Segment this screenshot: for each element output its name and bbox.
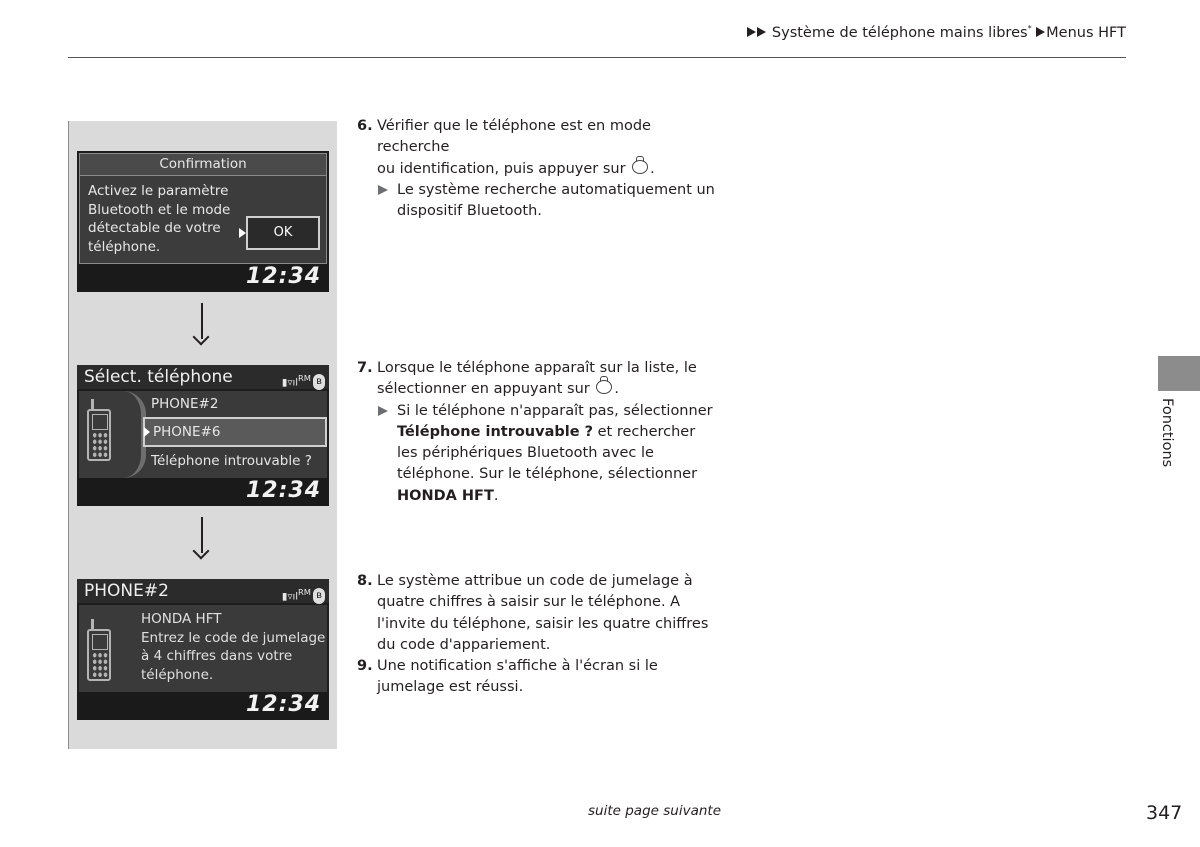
signal-icon: ▿ıl [287, 377, 299, 389]
header-divider [68, 57, 1126, 58]
step-6-result: Le système recherche automatiquement un dispositif Bluetooth. [377, 180, 727, 223]
down-arrow-icon [192, 303, 212, 343]
step-9: 9. Une notification s'affiche à l'écran si le jumelage est réussi. [357, 658, 658, 696]
step-number: 9. [357, 658, 373, 674]
confirmation-dialog [79, 153, 327, 264]
result-arrow-icon [378, 406, 388, 416]
selection-pointer-icon [239, 228, 246, 238]
phone-icon [85, 399, 113, 461]
clock: 12:34 [245, 478, 321, 503]
step-7: 7. Lorsque le téléphone apparaît sur la liste, le sélectionner en appuyant sur . Si le téléphone n'apparaît pas, sélectionner Téléphone introuvable ? et rechercher les périphériques Bluetooth avec le téléphone. Sur le téléphone, sélectionner HONDA HFT. [357, 358, 727, 507]
clock: 12:34 [245, 692, 321, 717]
step-8: 8. Le système attribue un code de jumelage à quatre chiffres à saisir sur le téléphone. A l'invite du téléphone, saisir les quatre chiffres du code d'appariement. [357, 573, 709, 653]
selector-knob-icon [632, 160, 648, 174]
step-7-note: Si le téléphone n'apparaît pas, sélectionner Téléphone introuvable ? et rechercher les périphériques Bluetooth avec le téléphone. Sur le téléphone, sélectionner HONDA HFT. [377, 401, 717, 507]
menu-option-label: Téléphone introuvable ? [397, 423, 594, 440]
dialog-title: Confirmation [80, 154, 326, 176]
step-number: 6. [357, 118, 373, 134]
breadcrumb-arrow-icon [747, 27, 756, 37]
confirmation-screen [77, 151, 329, 292]
page-number: 347 [1146, 802, 1183, 824]
phone-list-item-selected[interactable]: PHONE#6 [143, 417, 327, 447]
dialog-message: Activez le paramètre Bluetooth et le mode détectable de votre téléphone. [88, 183, 231, 255]
device-name-label: HONDA HFT [397, 487, 494, 504]
result-arrow-icon [378, 185, 388, 195]
down-arrow-icon [192, 517, 212, 557]
section-tab [1158, 356, 1200, 391]
breadcrumb-page: Menus HFT [1046, 25, 1126, 41]
section-tab-label: Fonctions [1159, 398, 1175, 468]
continued-note: suite page suivante [588, 803, 721, 819]
footnote-mark: * [1027, 24, 1032, 33]
pairing-screen [77, 579, 329, 720]
step-number: 7. [357, 360, 373, 376]
screen-title: Sélect. téléphone $▮▿ıl^{RM}$ ʙ [77, 365, 329, 389]
breadcrumb [747, 24, 1126, 41]
signal-icon: ▿ıl [287, 591, 299, 603]
phone-icon [85, 619, 113, 681]
screen-title: PHONE#2 $▮▿ıl^{RM}$ ʙ [77, 579, 329, 603]
ok-button[interactable]: OK [246, 216, 320, 250]
battery-icon: ▮ [281, 591, 288, 603]
status-icons: $▮▿ıl^{RM}$ ʙ [282, 366, 325, 395]
selector-knob-icon [596, 380, 612, 394]
breadcrumb-arrow-icon [757, 27, 766, 37]
clock: 12:34 [245, 264, 321, 289]
step-6: 6. Vérifier que le téléphone est en mode recherche ou identification, puis appuyer sur . Le système recherche automatiquement un dispositif Bluetooth. [357, 116, 727, 222]
breadcrumb-section: Système de téléphone mains libres [771, 25, 1028, 41]
bluetooth-icon: ʙ [313, 588, 325, 604]
phone-not-found-item[interactable]: Téléphone introuvable ? [151, 453, 312, 469]
breadcrumb-arrow-icon [1036, 27, 1045, 37]
bluetooth-icon: ʙ [313, 374, 325, 390]
pairing-message: HONDA HFT Entrez le code de jumelage à 4 chiffres dans votre téléphone. [141, 611, 326, 683]
step-number: 8. [357, 573, 373, 589]
battery-icon: ▮ [281, 377, 288, 389]
select-phone-screen [77, 365, 329, 506]
phone-list-item[interactable]: PHONE#2 [151, 396, 219, 412]
status-icons: $▮▿ıl^{RM}$ ʙ [282, 580, 325, 609]
